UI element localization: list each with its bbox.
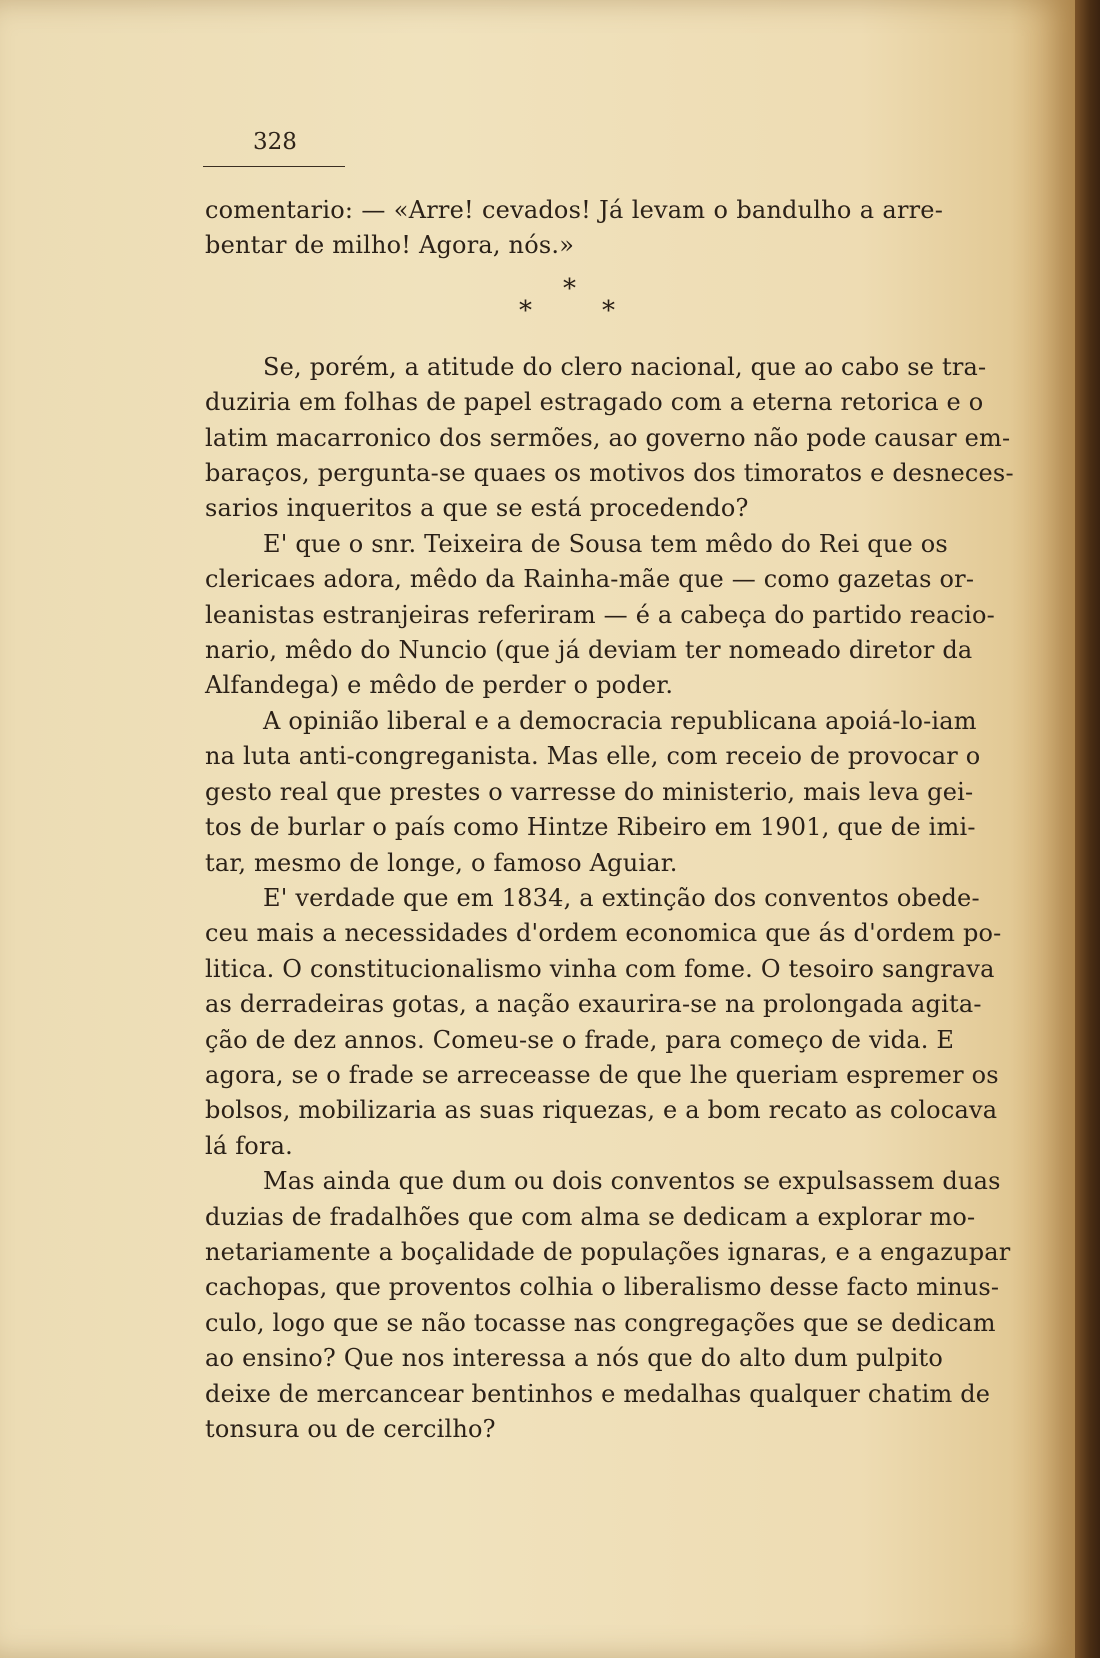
paragraph-5 (205, 881, 1002, 1164)
text-line: clericaes adora, mêdo da Rainha-mãe que — como gazetas or- (205, 565, 975, 594)
page-header (203, 128, 345, 167)
text-line: litica. O constitucionalismo vinha com fome. O tesoiro sangrava (205, 954, 995, 983)
text-line: culo, logo que se não tocasse nas congregações que se dedicam (205, 1308, 996, 1337)
paragraph-4 (205, 704, 981, 881)
text-line: Se, porém, a atitude do clero nacional, que ao cabo se tra- (263, 352, 987, 381)
page-number: 328 (253, 129, 297, 155)
text-line: sarios inqueritos a que se está procedendo? (205, 494, 749, 523)
paragraph-1 (205, 193, 943, 264)
book-spine-edge (1075, 0, 1100, 1658)
text-line: A opinião liberal e a democracia republicana apoiá-lo-iam (263, 706, 977, 735)
asterisk-icon: * (519, 295, 533, 326)
text-line: netariamente a boçalidade de populações ignaras, e a engazupar (205, 1237, 1011, 1266)
text-line: E' que o snr. Teixeira de Sousa tem mêdo do Rei que os (263, 529, 948, 558)
text-line: gesto real que prestes o varresse do ministerio, mais leva gei- (205, 777, 974, 806)
text-line: Mas ainda que dum ou dois conventos se expulsassem duas (263, 1167, 1001, 1196)
paragraph-2 (205, 350, 1014, 527)
text-line: duzias de fradalhões que com alma se dedicam a explorar mo- (205, 1202, 976, 1231)
asterisk-icon: * (563, 273, 577, 304)
text-line: Alfandega) e mêdo de perder o poder. (205, 671, 674, 700)
text-line: comentario: — «Arre! cevados! Já levam o bandulho a arre- (205, 196, 943, 224)
paragraph-3 (205, 527, 995, 704)
section-divider-asterism (205, 264, 943, 350)
text-line: agora, se o frade se arreceasse de que lhe queriam espremer os (205, 1060, 999, 1089)
text-line: baraços, pergunta-se quaes os motivos dos timoratos e desneces- (205, 459, 1014, 488)
asterisk-icon: * (602, 295, 616, 326)
text-line: cachopas, que proventos colhia o liberalismo desse facto minus- (205, 1273, 1000, 1302)
text-line: deixe de mercancear bentinhos e medalhas qualquer chatim de (205, 1379, 991, 1408)
text-line: na luta anti-congreganista. Mas elle, com receio de provocar o (205, 742, 981, 771)
text-line: tar, mesmo de longe, o famoso Aguiar. (205, 848, 678, 877)
text-line: lá fora. (205, 1131, 293, 1160)
text-line: leanistas estranjeiras referiram — é a cabeça do partido reacio- (205, 600, 995, 629)
text-line: nario, mêdo do Nuncio (que já deviam ter nomeado diretor da (205, 636, 973, 665)
text-line: tonsura ou de cercilho? (205, 1415, 496, 1443)
text-line: bolsos, mobilizaria as suas riquezas, e a bom recato as colocava (205, 1096, 998, 1125)
text-line: E' verdade que em 1834, a extinção dos conventos obede- (263, 883, 980, 912)
text-line: latim macarronico dos sermões, ao governo não pode causar em- (205, 423, 1011, 452)
text-line: ao ensino? Que nos interessa a nós que do alto dum pulpito (205, 1344, 943, 1373)
text-line: tos de burlar o país como Hintze Ribeiro em 1901, que de imi- (205, 813, 976, 842)
body-text (205, 193, 1014, 1447)
text-line: bentar de milho! Agora, nós.» (205, 231, 575, 260)
text-line: duziria em folhas de papel estragado com a eterna retorica e o (205, 388, 984, 417)
text-line: as derradeiras gotas, a nação exaurira-se na prolongada agita- (205, 990, 982, 1019)
text-line: ção de dez annos. Comeu-se o frade, para começo de vida. E (205, 1025, 955, 1054)
text-line: ceu mais a necessidades d'ordem economica que ás d'ordem po- (205, 919, 1002, 948)
paragraph-6 (205, 1164, 1011, 1447)
